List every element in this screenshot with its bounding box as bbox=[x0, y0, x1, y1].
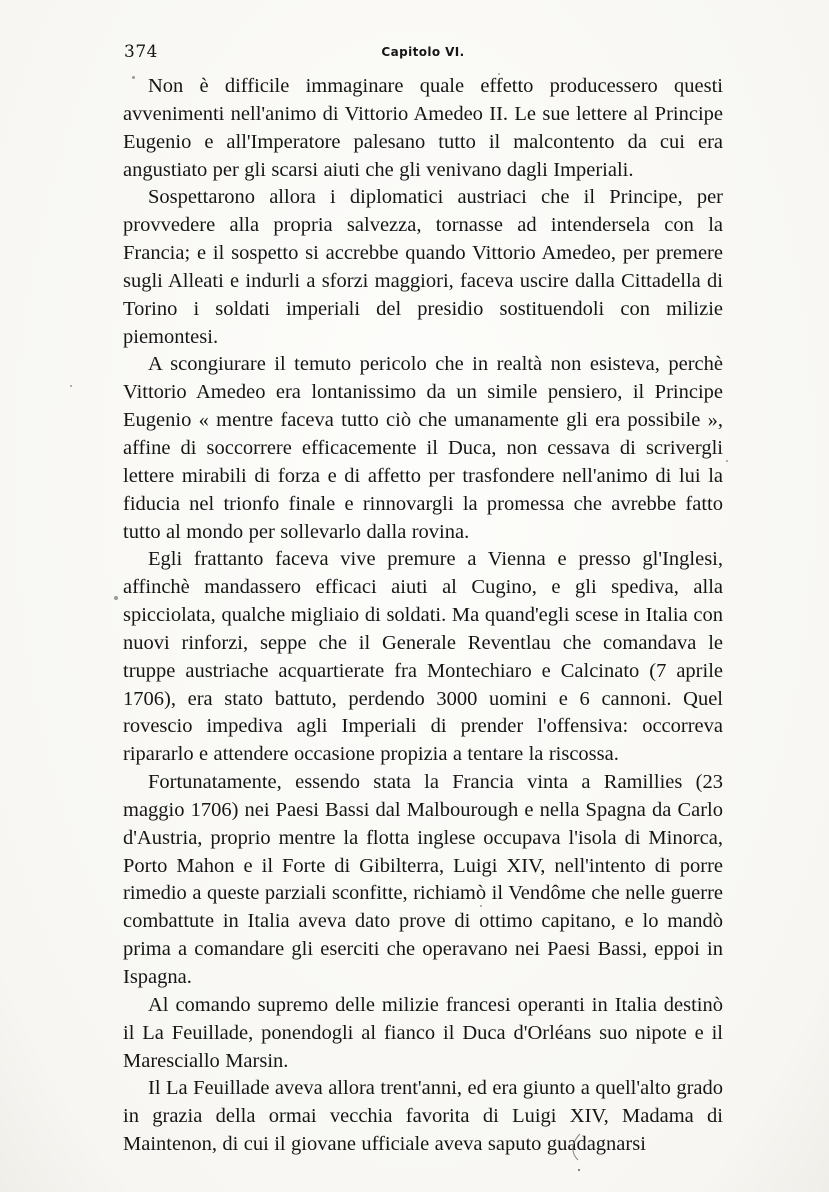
speck bbox=[70, 385, 72, 387]
paragraph-7: Il La Feuillade aveva allora trent'anni, ed era giunto a quell'alto grado in grazia della ormai vecchia favorita di Luigi XIV, Madama di Maintenon, di cui il giovane ufficiale aveva saputo guadagnarsi bbox=[123, 1077, 723, 1156]
paragraph-6: Al comando supremo delle milizie francesi operanti in Italia destinò il La Feuillade, ponendogli al fianco il Duca d'Orléans suo nipote e il Maresciallo Marsin. bbox=[123, 993, 723, 1072]
paragraph-5: Fortunatamente, essendo stata la Francia vinta a Ramillies (23 maggio 1706) nei Paesi Bassi dal Malbourough e nella Spagna da Carlo d'Austria, proprio mentre la flotta inglese occupava l'isola di Minorca, Porto Mahon e il Forte di Gibilterra, Luigi XIV, nell'intento di porre rimedio a queste parziali sconfitte, richiamò il Vendôme che nelle guerre combattute in Italia aveva dato prove di ottimo capitano, e lo mandò prima a comandare gli eserciti che operavano nei Paesi Bassi, eppoi in Ispagna. bbox=[123, 771, 723, 988]
speck bbox=[480, 905, 482, 907]
paragraph-4: Egli frattanto faceva vive premure a Vienna e presso gl'Inglesi, affinchè mandassero efficaci aiuti al Cugino, e gli spediva, alla spicciolata, qualche migliaio di soldati. Ma quand'egli scese in Italia con nuovi rinforzi, seppe che il Generale Reventlau che comandava le truppe austriache acquartierate fra Montechiaro e Calcinato (7 aprile 1706), era stato battuto, perdendo 3000 uomini e 6 cannoni. Quel rovescio impediva agli Imperiali di prender l'offensiva: occorreva ripararlo e attendere occasione propizia a tentare la riscossa. bbox=[123, 548, 723, 766]
running-head bbox=[124, 42, 722, 66]
body-text bbox=[123, 73, 723, 1159]
paragraph-3: A scongiurare il temuto pericolo che in realtà non esisteva, perchè Vittorio Amedeo era lontanissimo da un simile pensiero, il Principe Eugenio « mentre faceva tutto ciò che umanamente gli era possibile », affine di soccorrere efficacemente il Duca, non cessava di scrivergli lettere mirabili di forza e di affetto per trasfondere nell'animo di lui la fiducia nel trionfo finale e rinnovargli la promessa che avrebbe fatto tutto al mondo per sollevarlo dalla rovina. bbox=[123, 353, 723, 543]
speck bbox=[132, 76, 135, 79]
margin-pencil-mark bbox=[566, 1132, 590, 1174]
speck bbox=[726, 460, 728, 462]
paragraph-1: Non è difficile immaginare quale effetto producessero questi avvenimenti nell'animo di Vittorio Amedeo II. Le sue lettere al Principe Eugenio e all'Imperatore palesano tutto il malcontento da cui era angustiato per gli scarsi aiuti che gli venivano dagli Imperiali. bbox=[123, 75, 723, 181]
paragraph-2: Sospettarono allora i diplomatici austriaci che il Principe, per provvedere alla propria salvezza, tornasse ad intendersela con la Francia; e il sospetto si accrebbe quando Vittorio Amedeo, per premere sugli Alleati e indurli a sforzi maggiori, faceva uscire dalla Cittadella di Torino i soldati imperiali del presidio sostituendoli con milizie piemontesi. bbox=[123, 186, 723, 348]
speck bbox=[114, 596, 118, 600]
chapter-title: Capitolo VI. bbox=[381, 45, 465, 59]
speck bbox=[498, 73, 500, 75]
page-number: 374 bbox=[124, 42, 158, 62]
